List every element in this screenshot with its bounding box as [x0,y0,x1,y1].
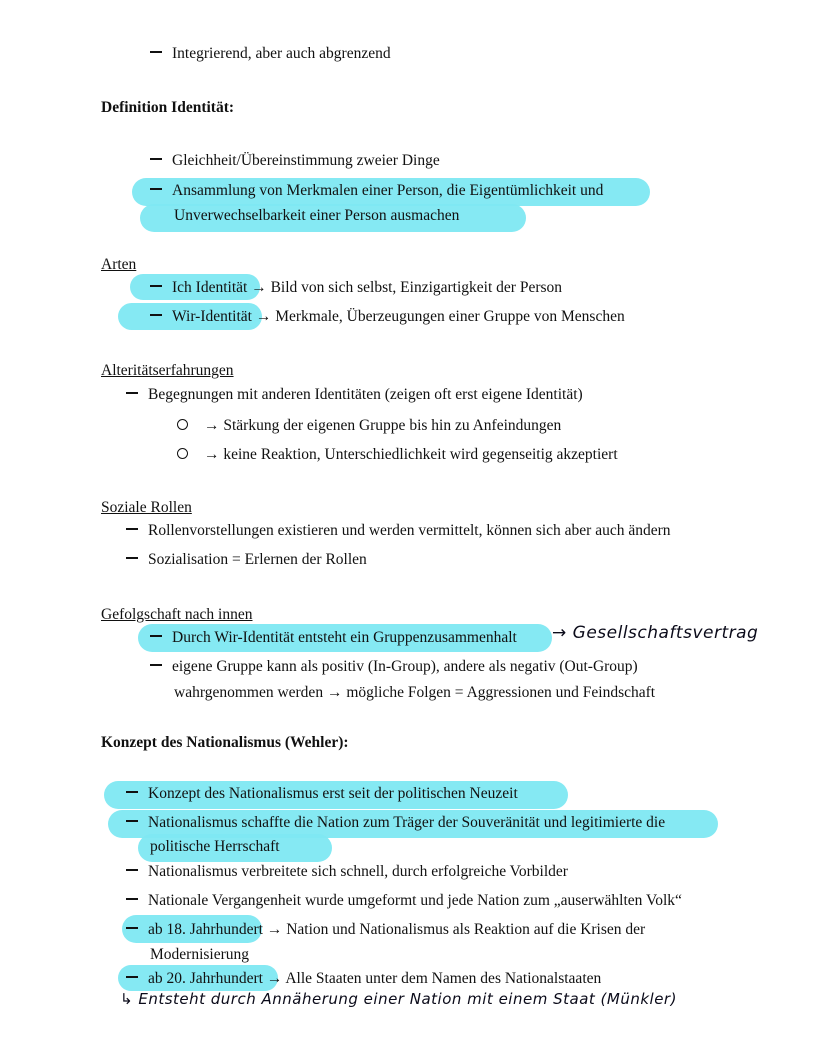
bullet-eigene-gruppe-cont: wahrgenommen werden → mögliche Folgen = Aggressionen und Feindschaft [174,684,656,701]
text: Ich Identität [172,279,248,296]
text: Ansammlung von Merkmalen einer Person, die Eigentümlichkeit und [172,182,604,199]
bullet-ich-identitaet [150,277,562,299]
bullet-rollenvorstellungen [126,520,671,542]
dash-icon [150,314,162,316]
dash-icon [150,158,162,160]
text: Wir-Identität [172,308,252,325]
subbullet-staerkung [177,415,561,437]
bullet-eigene-gruppe [150,656,638,678]
text: Rollenvorstellungen existieren und werden vermittelt, können sich aber auch ändern [148,522,671,539]
text: ab 18. Jahrhundert [148,921,263,938]
text: Begegnungen mit anderen Identitäten (zeigen oft erst eigene Identität) [148,386,583,403]
bullet-ansammlung-cont: Unverwechselbarkeit einer Person ausmachen [174,207,460,224]
bullet-vergangenheit [126,890,682,912]
dash-icon [150,635,162,637]
dash-icon [150,188,162,190]
text: → Bild von sich selbst, Einzigartigkeit der Person [251,279,563,296]
circle-bullet-icon [177,448,188,459]
text: Integrierend, aber auch abgrenzend [172,45,391,62]
text: → Stärkung der eigenen Gruppe bis hin zu Anfeindungen [204,417,562,434]
circle-bullet-icon [177,419,188,430]
text: → Nation und Nationalismus als Reaktion auf die Krisen der [266,921,646,938]
heading-definition-identitaet: Definition Identität: [101,99,235,116]
text: Sozialisation = Erlernen der Rollen [148,551,367,568]
text: Nationalismus schaffte die Nation zum Träger der Souveränität und legitimierte die [148,814,666,831]
dash-icon [126,820,138,822]
bullet-souveraenitaet-cont: politische Herrschaft [150,838,280,855]
text: → Alle Staaten unter dem Namen des Nationalstaaten [266,970,602,987]
bullet-18-jahrhundert-cont: Modernisierung [150,946,250,963]
dash-icon [126,927,138,929]
text: ab 20. Jahrhundert [148,970,263,987]
dash-icon [150,285,162,287]
bullet-18-jahrhundert [126,919,645,941]
handwritten-note-muenkler: ↳ Entsteht durch Annäherung einer Nation mit einem Staat (Münkler) [120,990,677,1008]
heading-gefolgschaft: Gefolgschaft nach innen [101,606,253,623]
bullet-konzept-neuzeit [126,783,518,805]
bullet-verbreitete [126,861,568,883]
dash-icon [126,791,138,793]
dash-icon [126,869,138,871]
bullet-wir-identitaet [150,306,625,328]
text: → keine Reaktion, Unterschiedlichkeit wird gegenseitig akzeptiert [204,446,618,463]
bullet-gleichheit [150,150,440,172]
dash-icon [126,392,138,394]
text: eigene Gruppe kann als positiv (In-Group), andere als negativ (Out-Group) [172,658,638,675]
heading-soziale-rollen: Soziale Rollen [101,499,192,516]
bullet-sozialisation [126,549,367,571]
text: Durch Wir-Identität entsteht ein Gruppenzusammenhalt [172,629,517,646]
bullet-wir-identitaet-zusammenhalt [150,627,517,649]
text: Nationalismus verbreitete sich schnell, durch erfolgreiche Vorbilder [148,863,568,880]
text: Gleichheit/Übereinstimmung zweier Dinge [172,152,440,169]
heading-konzept-nationalismus: Konzept des Nationalismus (Wehler): [101,734,349,751]
bullet-begegnungen [126,384,583,406]
heading-alteritaetserfahrungen: Alteritätserfahrungen [101,362,234,379]
heading-arten: Arten [101,256,137,273]
bullet-20-jahrhundert [126,968,601,990]
bullet-ansammlung [150,180,603,202]
dash-icon [126,976,138,978]
handwritten-note-gesellschaftsvertrag: → Gesellschaftsvertrag [552,623,759,643]
bullet-souveraenitaet [126,812,665,834]
dash-icon [150,51,162,53]
dash-icon [126,528,138,530]
bullet-integrierend [150,43,391,65]
text: → Merkmale, Überzeugungen einer Gruppe von Menschen [255,308,625,325]
dash-icon [126,557,138,559]
subbullet-keine-reaktion [177,444,618,466]
dash-icon [126,898,138,900]
text: Konzept des Nationalismus erst seit der politischen Neuzeit [148,785,518,802]
dash-icon [150,664,162,666]
text: Nationale Vergangenheit wurde umgeformt und jede Nation zum „auserwählten Volk“ [148,892,682,909]
